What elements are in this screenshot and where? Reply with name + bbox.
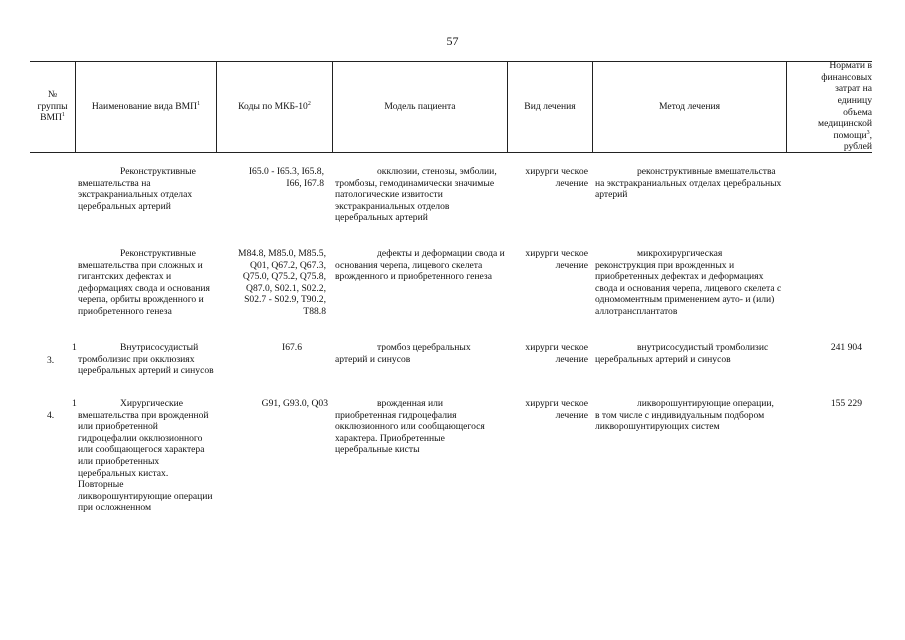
row-name: Хирургические вмешательства при врожденной или приобретенной гидроцефалии окклюзионного или сообщающегося характера или приобретенных церебральных кистах. Повторные ликворошунтирующие операции при осложненном bbox=[78, 398, 213, 514]
header-method: Метод лечения bbox=[658, 100, 721, 112]
row-model: тромбоз церебральных артерий и синусов bbox=[335, 342, 471, 365]
row-number: 4. bbox=[47, 410, 55, 421]
row-treatment: хирурги ческое лечение bbox=[525, 398, 588, 421]
header-treatment-type: Вид лечения bbox=[524, 100, 576, 112]
col-divider bbox=[786, 61, 787, 152]
row-treatment: хирурги ческое лечение bbox=[525, 248, 588, 271]
row-codes: I65.0 - I65.3, I65.8, I66, I67.8 bbox=[248, 166, 324, 189]
row-norm: 241 904 bbox=[830, 342, 862, 353]
row-codes: I67.6 bbox=[282, 342, 302, 353]
header-name: Наименование вида ВМП$^1$ bbox=[91, 100, 201, 112]
row-model: дефекты и деформации свода и основания черепа, лицевого скелета врожденного и приобретенного генеза bbox=[335, 248, 505, 283]
row-number-digit: 1 bbox=[72, 342, 77, 353]
page-number: 57 bbox=[446, 34, 459, 48]
row-name: Внутрисосудистый тромболизис при окклюзиях церебральных артерий и синусов bbox=[78, 342, 214, 377]
row-name: Реконструктивные вмешательства при сложных и гигантских дефектах и деформациях свода и основания черепа, орбиты врожденного и приобретенного генеза bbox=[78, 248, 210, 317]
row-number: 3. bbox=[47, 355, 55, 366]
row-norm: 155 229 bbox=[830, 398, 862, 409]
row-codes: M84.8, M85.0, M85.5, Q01, Q67.2, Q67.3, Q75.0, Q75.2, Q75.8, Q87.0, S02.1, S02.2, S02.7 - S02.9, T90.2, T88.8 bbox=[238, 248, 326, 317]
row-method: внутрисосудистый тромболизис церебральных артерий и синусов bbox=[595, 342, 769, 365]
row-method: микрохирургическая реконструкция при врожденных и приобретенных дефектах и деформациях свода и основания черепа, лицевого скелета с одномоментным применением ауто- и (или) аллотрансплантатов bbox=[595, 248, 782, 317]
header-codes: Коды по МКБ-$10^2$ bbox=[238, 100, 311, 112]
row-treatment: хирурги ческое лечение bbox=[525, 342, 588, 365]
row-method: реконструктивные вмешательства на экстракраниальных отделах церебральных артерий bbox=[595, 166, 782, 201]
row-codes: G91, G93.0, Q03 bbox=[261, 398, 328, 409]
header-bottom-border bbox=[30, 152, 872, 153]
header-model: Модель пациента bbox=[384, 100, 456, 112]
row-name: Реконструктивные вмешательства на экстракраниальных отделах церебральных артерий bbox=[78, 166, 196, 212]
row-model: врожденная или приобретенная гидроцефалия окклюзионного или сообщающегося характера. Приобретенные церебральные кисты bbox=[335, 398, 485, 456]
header-group: № группы ВМП$^1$ bbox=[37, 89, 68, 124]
row-model: окклюзии, стенозы, эмболии, тромбозы, гемодинамически значимые патологические извитости экстракраниальных отделов церебральных артерий bbox=[335, 166, 497, 224]
row-treatment: хирурги ческое лечение bbox=[525, 166, 588, 189]
row-number-digit: 1 bbox=[72, 398, 77, 409]
header-norm: Нормати в финансовых затрат на единицу объема медицинской помощи$^3$, рублей bbox=[818, 60, 872, 153]
row-method: ликворошунтирующие операции, в том числе с индивидуальным подбором ликворошунтирующих систем bbox=[595, 398, 774, 433]
